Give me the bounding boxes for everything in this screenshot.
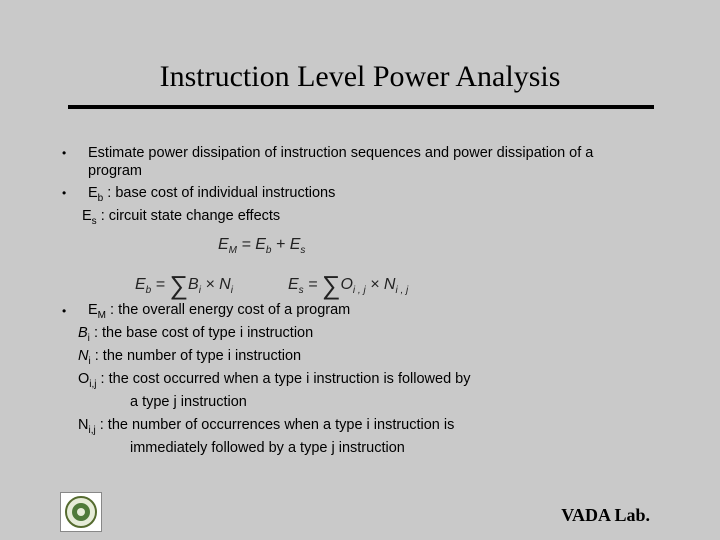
nij-text: : the number of occurrences when a type i instruction is — [99, 417, 455, 433]
em-definition — [88, 301, 350, 325]
oij-subscript: i,j — [89, 378, 97, 390]
nij-symbol: N — [78, 417, 89, 433]
page-title: Instruction Level Power Analysis — [159, 60, 561, 93]
es-subscript: s — [91, 215, 97, 227]
bi-symbol: B — [78, 325, 88, 341]
bullet-text-1: Estimate power dissipation of instruction sequences and power dissipation of a — [88, 145, 594, 161]
bi-definition — [78, 324, 313, 348]
eb-text: : base cost of individual instructions — [107, 185, 336, 201]
es-text: : circuit state change effects — [100, 208, 281, 224]
em-subscript: M — [97, 309, 107, 321]
ni-symbol: N — [78, 348, 89, 364]
oij-symbol: O — [78, 371, 90, 387]
energy-equation: $E_M = E_b + E_s$ — [218, 236, 306, 256]
oij-definition — [78, 370, 470, 394]
oij-text-continued: a type j instruction — [130, 394, 247, 410]
bullet-icon: • — [62, 186, 67, 200]
es-sum-equation: $E_s = \sum O_{i , j} \times N_{i , j}$ — [288, 270, 409, 300]
footer-lab-name: VADA Lab. — [561, 505, 650, 525]
eb-definition — [88, 184, 335, 208]
em-symbol: E — [88, 302, 98, 318]
bullet-icon: • — [62, 304, 67, 318]
nij-definition — [78, 416, 454, 440]
eb-symbol: E — [88, 185, 98, 201]
bi-subscript: i — [87, 332, 90, 344]
oij-text: : the cost occurred when a type i instruction is followed by — [100, 371, 471, 387]
nij-subscript: i,j — [88, 424, 96, 436]
bullet-icon: • — [62, 146, 67, 160]
em-text: : the overall energy cost of a program — [110, 302, 351, 318]
university-logo-icon — [60, 492, 102, 532]
ni-definition — [78, 347, 301, 371]
es-definition — [82, 207, 280, 231]
title-divider — [68, 105, 654, 109]
eb-subscript: b — [97, 192, 104, 204]
ni-subscript: i — [88, 355, 91, 367]
bi-text: : the base cost of type i instruction — [93, 325, 314, 341]
nij-text-continued: immediately followed by a type j instruction — [130, 440, 405, 456]
ni-text: : the number of type i instruction — [94, 348, 302, 364]
bullet-text-1b: program — [88, 163, 142, 179]
es-symbol: E — [82, 208, 92, 224]
eb-sum-equation: $E_b = \sum B_i \times N_i$ — [135, 270, 233, 300]
